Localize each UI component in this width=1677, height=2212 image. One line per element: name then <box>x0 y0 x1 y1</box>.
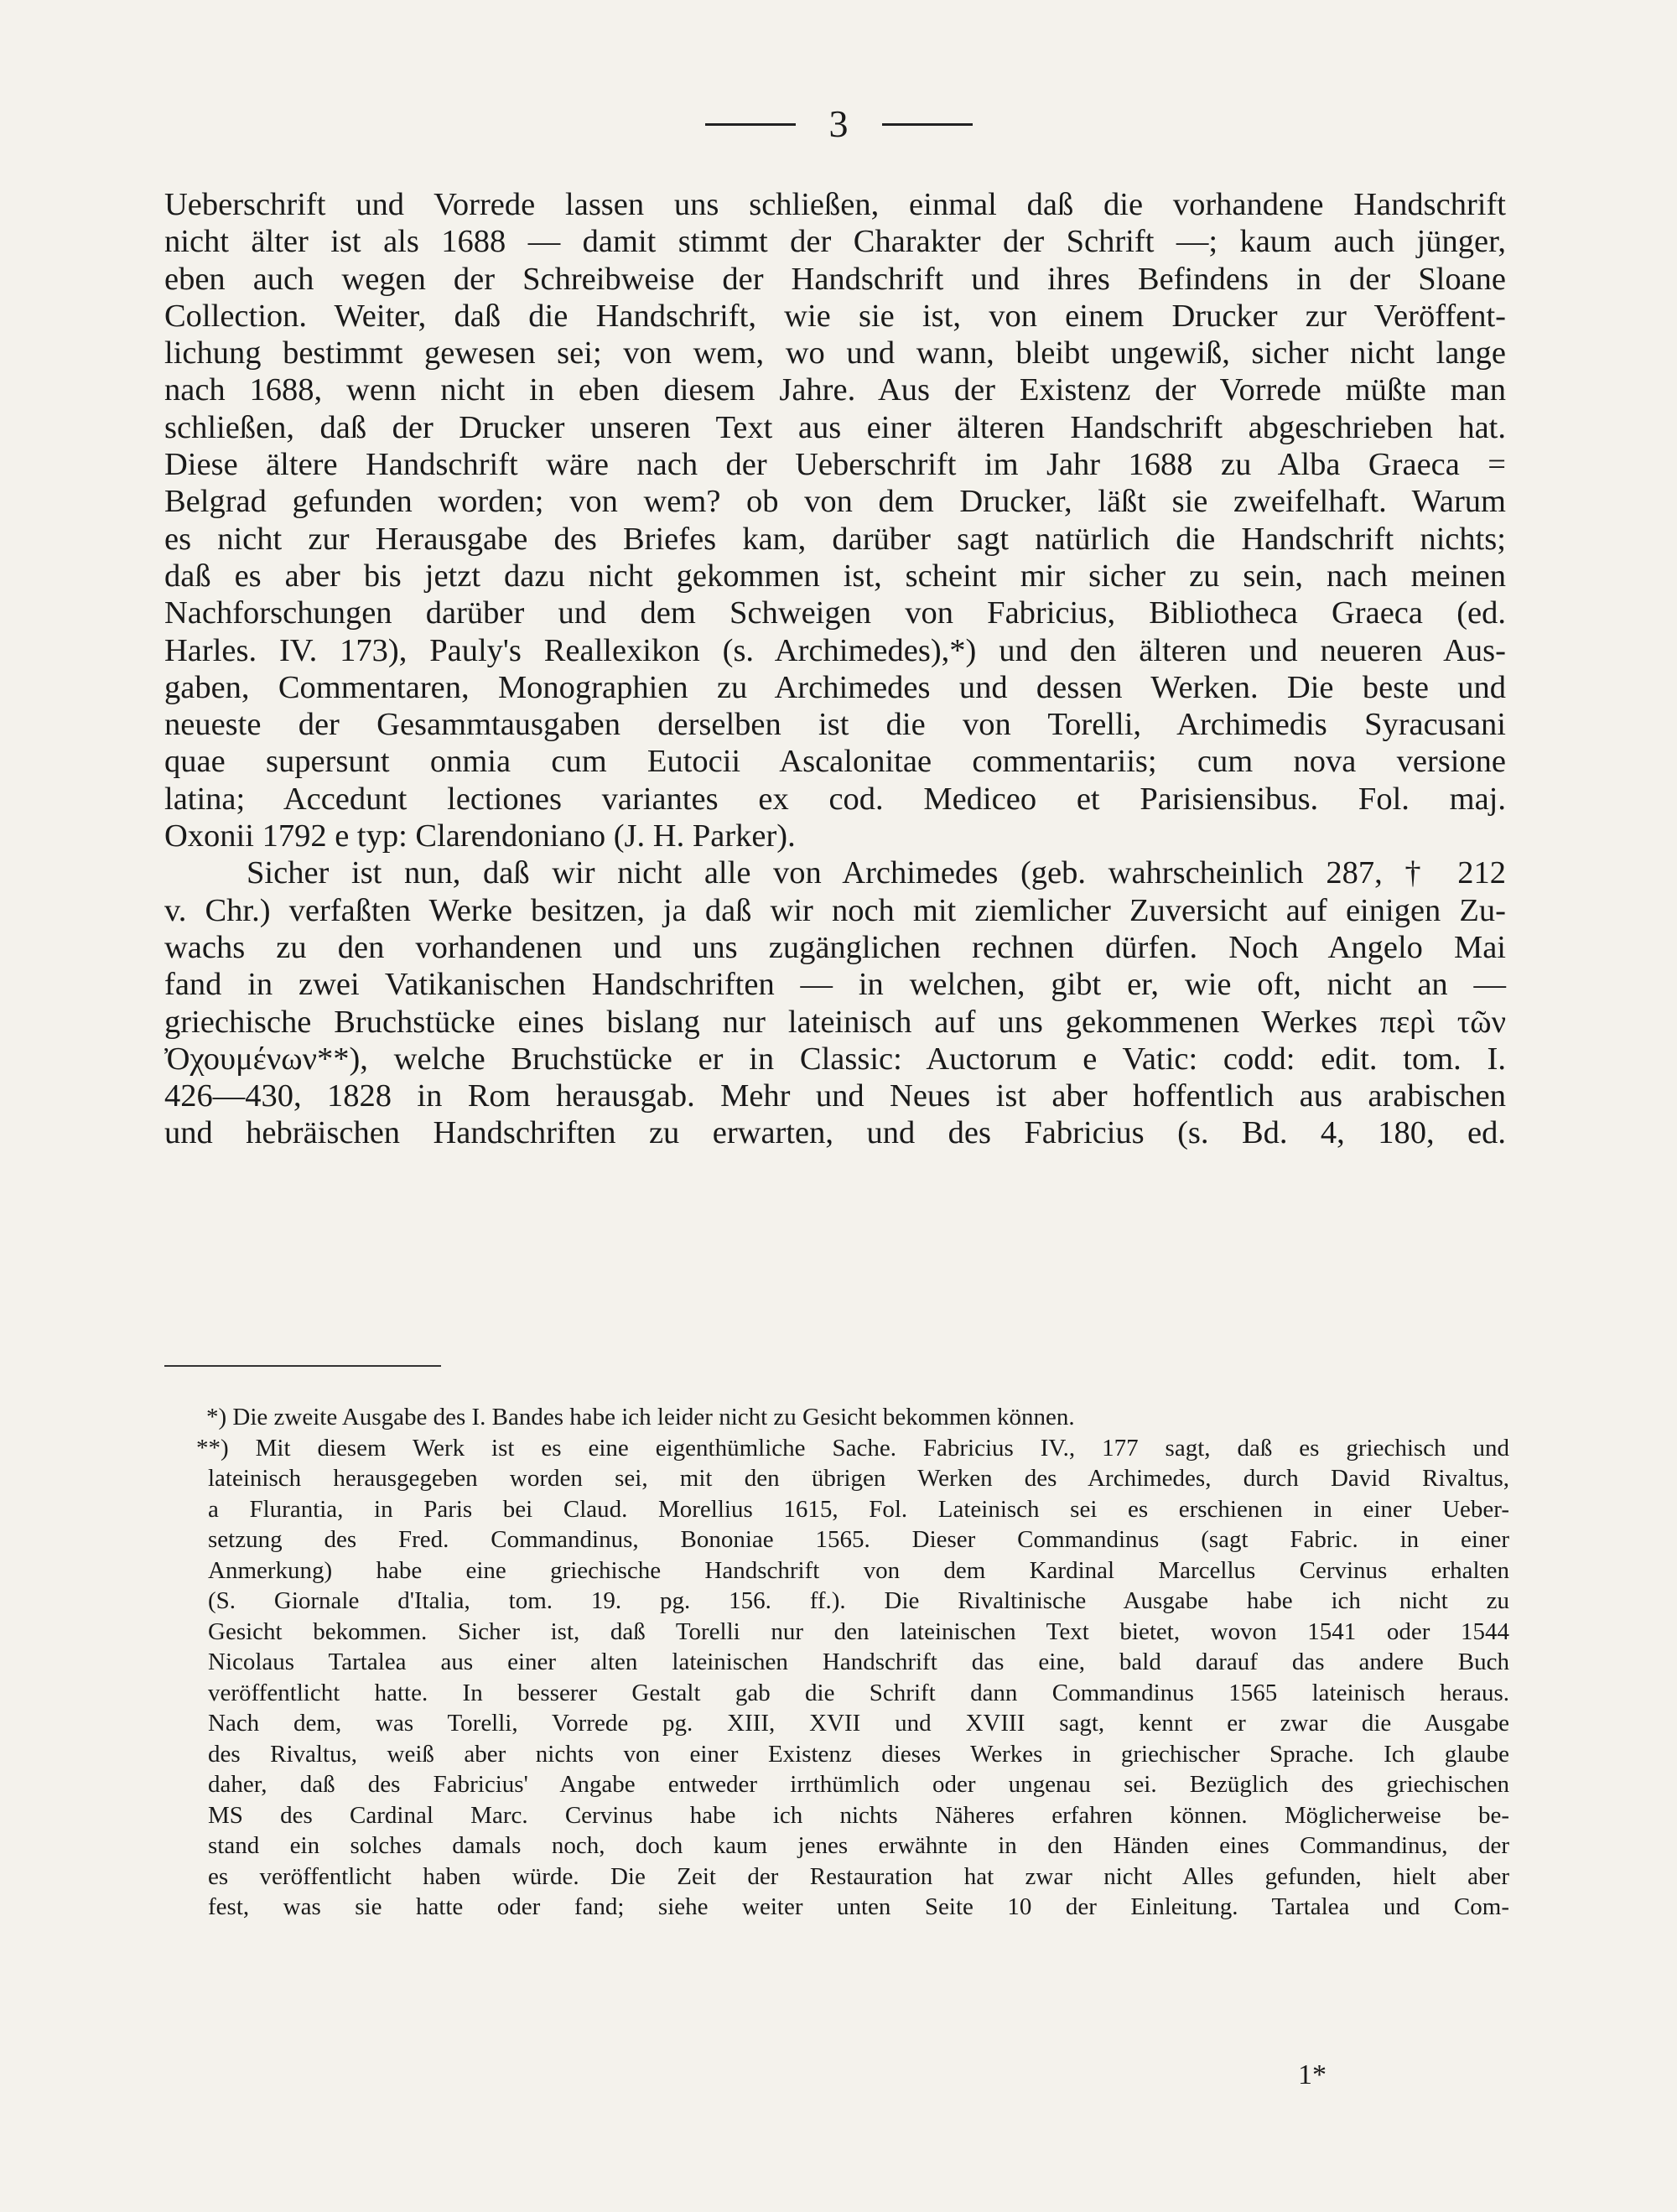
footnote-line: es veröffentlicht haben würde. Die Zeit der Restauration hat zwar nicht Alles gefunden, hielt aber <box>208 1862 1509 1890</box>
header-rule-right <box>882 123 973 126</box>
text-line: Belgrad gefunden worden; von wem? ob von dem Drucker, läßt sie zweifelhaft. Warum <box>164 484 1506 520</box>
footnote-line: Gesicht bekommen. Sicher ist, daß Torelli nur den lateinischen Text bietet, wovon 1541 oder 1544 <box>208 1617 1509 1645</box>
text-line: 426—430, 1828 in Rom herausgab. Mehr und Neues ist aber hoffentlich aus arabischen <box>164 1078 1506 1114</box>
text-line: fand in zwei Vatikanischen Handschriften — in welchen, gibt er, wie oft, nicht an — <box>164 967 1506 1003</box>
footnote-line: (S. Giornale d'Italia, tom. 19. pg. 156. ff.). Die Rivaltinische Ausgabe habe ich nicht zu <box>208 1587 1509 1614</box>
footnote-line: des Rivaltus, weiß aber nichts von einer Existenz dieses Werkes in griechischer Sprache. Ich glaube <box>208 1740 1509 1768</box>
text-line: quae supersunt onmia cum Eutocii Ascalonitae commentariis; cum nova versione <box>164 744 1506 780</box>
text-line: und hebräischen Handschriften zu erwarten, und des Fabricius (s. Bd. 4, 180, ed. <box>164 1115 1506 1151</box>
text-line: daß es aber bis jetzt dazu nicht gekommen ist, scheint mir sicher zu sein, nach meinen <box>164 558 1506 594</box>
footnote-line: setzung des Fred. Commandinus, Bononiae 1565. Dieser Commandinus (sagt Fabric. in einer <box>208 1526 1509 1553</box>
footnote-line: Nicolaus Tartalea aus einer alten lateinischen Handschrift das eine, bald darauf das andere Buch <box>208 1649 1509 1675</box>
footnote-line: lateinisch herausgegeben worden sei, mit den übrigen Werken des Archimedes, durch David Rivaltus, <box>208 1465 1509 1492</box>
footnote-separator <box>164 1365 441 1367</box>
page-number: 3 <box>828 102 849 145</box>
text-line: nach 1688, wenn nicht in eben diesem Jahre. Aus der Existenz der Vorrede müßte man <box>164 372 1506 408</box>
text-line: es nicht zur Herausgabe des Briefes kam, darüber sagt natürlich die Handschrift nichts; <box>164 521 1506 557</box>
footnotes <box>164 1402 1509 1923</box>
text-line: eben auch wegen der Schreibweise der Handschrift und ihres Befindens in der Sloane <box>164 261 1506 297</box>
text-line: Harles. IV. 173), Pauly's Reallexikon (s. Archimedes),*) und den älteren und neueren Aus- <box>164 632 1506 668</box>
text-line: Ueberschrift und Vorrede lassen uns schließen, einmal daß die vorhandene Handschrift <box>164 187 1506 222</box>
text-line: Collection. Weiter, daß die Handschrift, wie sie ist, von einem Drucker zur Veröffent- <box>164 298 1506 334</box>
page-header <box>0 99 1677 149</box>
footnote-line: veröffentlicht hatte. In besserer Gestalt gab die Schrift dann Commandinus 1565 lateinisch heraus. <box>208 1679 1509 1706</box>
text-line: Ὀχουμένων**), welche Bruchstücke er in Classic: Auctorum e Vatic: codd: edit. tom. I. <box>164 1041 1506 1077</box>
text-line-paragraph-start: Sicher ist nun, daß wir nicht alle von Archimedes (geb. wahrscheinlich 287, † 212 <box>247 855 1506 891</box>
text-line: Nachforschungen darüber und dem Schweigen von Fabricius, Bibliotheca Graeca (ed. <box>164 595 1506 631</box>
footnote-1: *) Die zweite Ausgabe des I. Bandes habe ich leider nicht zu Gesicht bekommen können. <box>206 1404 1075 1431</box>
footnote-2: **) Mit diesem Werk ist es eine eigenthümliche Sache. Fabricius IV., 177 sagt, daß es griechisch und <box>196 1434 1509 1462</box>
footnote-line: fest, was sie hatte oder fand; siehe weiter unten Seite 10 der Einleitung. Tartalea und Com- <box>208 1893 1509 1920</box>
main-text <box>164 186 1506 1152</box>
text-line: gaben, Commentaren, Monographien zu Archimedes und dessen Werken. Die beste und <box>164 669 1506 705</box>
text-line: Diese ältere Handschrift wäre nach der Ueberschrift im Jahr 1688 zu Alba Graeca = <box>164 447 1506 483</box>
footnote-line: stand ein solches damals noch, doch kaum jenes erwähnte in den Händen eines Commandinus, der <box>208 1832 1509 1859</box>
header-rule-left <box>705 123 796 126</box>
text-line: latina; Accedunt lectiones variantes ex cod. Mediceo et Parisiensibus. Fol. maj. <box>164 781 1506 817</box>
text-line: griechische Bruchstücke eines bislang nur lateinisch auf uns gekommenen Werkes περὶ τῶν <box>164 1004 1506 1040</box>
footnote-line: a Flurantia, in Paris bei Claud. Morellius 1615, Fol. Lateinisch sei es erschienen in einer Ueber- <box>208 1495 1509 1523</box>
footnote-line: MS des Cardinal Marc. Cervinus habe ich nichts Näheres erfahren können. Möglicherweise be- <box>208 1801 1509 1829</box>
text-line: wachs zu den vorhandenen und uns zugänglichen rechnen dürfen. Noch Angelo Mai <box>164 929 1506 965</box>
signature-mark: 1* <box>1298 2059 1327 2090</box>
text-line: schließen, daß der Drucker unseren Text aus einer älteren Handschrift abgeschrieben hat. <box>164 409 1506 445</box>
text-line: lichung bestimmt gewesen sei; von wem, wo und wann, bleibt ungewiß, sicher nicht lange <box>164 335 1506 371</box>
footnote-line: Nach dem, was Torelli, Vorrede pg. XIII, XVII und XVIII sagt, kennt er zwar die Ausgabe <box>208 1710 1509 1737</box>
text-line: nicht älter ist als 1688 — damit stimmt der Charakter der Schrift —; kaum auch jünger, <box>164 224 1506 260</box>
text-line: neueste der Gesammtausgaben derselben ist die von Torelli, Archimedis Syracusani <box>164 707 1506 743</box>
footnote-line: daher, daß des Fabricius' Angabe entweder irrthümlich oder ungenau sei. Bezüglich des griechischen <box>208 1771 1509 1798</box>
text-line: v. Chr.) verfaßten Werke besitzen, ja daß wir noch mit ziemlicher Zuversicht auf einigen Zu- <box>164 892 1506 928</box>
footnote-line: Anmerkung) habe eine griechische Handschrift von dem Kardinal Marcellus Cervinus erhalten <box>208 1556 1509 1584</box>
text-line: Oxonii 1792 e typ: Clarendoniano (J. H. Parker). <box>164 818 796 854</box>
